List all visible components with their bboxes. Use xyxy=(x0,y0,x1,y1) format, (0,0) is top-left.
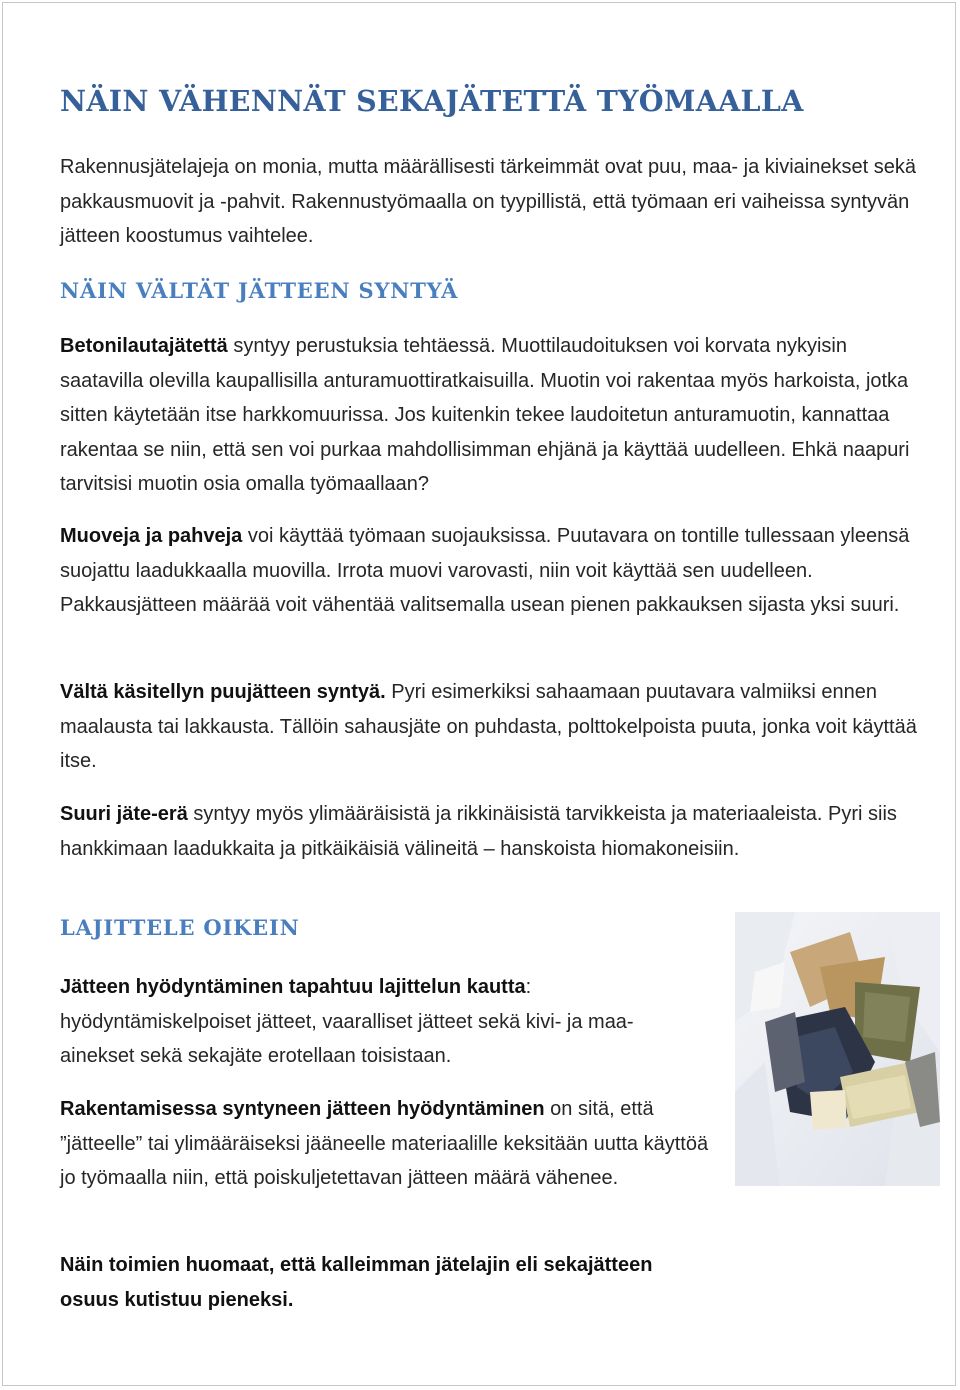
bold-lead: Suuri jäte-erä xyxy=(60,803,188,825)
intro-paragraph: Rakennusjätelajeja on monia, mutta määrällisesti tärkeimmät ovat puu, maa- ja kiviainekset sekä pakkausmuovit ja -pahvit. Rakennustyömaalla on tyypillistä, että työmaan eri vaiheissa syntyvän jätteen koostumus vaihtelee. xyxy=(60,156,916,247)
bold-lead: Betonilautajätettä xyxy=(60,335,228,357)
paragraph-plastics-cardboard xyxy=(60,519,920,623)
bold-lead: Rakentamisessa syntyneen jätteen hyödyntäminen xyxy=(60,1098,545,1120)
paragraph-text: Pyri esimerkiksi sahaamaan puutavara valmiiksi ennen maalausta tai lakkausta. Tällöin sahausjäte on puhdasta, polttokelpoista puuta, jonka voit käyttää itse. xyxy=(60,681,917,772)
section-heading-sort-correctly: LAJITTELE OIKEIN xyxy=(60,915,300,940)
bold-lead: Muoveja ja pahveja xyxy=(60,525,243,547)
paragraph-text: on sitä, että ”jätteelle” tai ylimääräiseksi jääneelle materiaalille keksitään uutta käyttöä jo työmaalla niin, että poiskuljetettavan jätteen määrä vähenee. xyxy=(60,1098,709,1189)
bold-lead: Vältä käsitellyn puujätteen syntyä. xyxy=(60,681,386,703)
bold-lead: Jätteen hyödyntäminen tapahtuu lajittelun kautta xyxy=(60,976,526,998)
paragraph-large-waste xyxy=(60,797,920,866)
section-heading-avoid-waste: NÄIN VÄLTÄT JÄTTEEN SYNTYÄ xyxy=(60,278,459,303)
paragraph-treated-wood xyxy=(60,675,920,779)
paragraph-text: syntyy perustuksia tehtäessä. Muottilaudoituksen voi korvata nykyisin saatavilla olevilla kaupallisilla anturamuottiratkaisuilla. Muotin voi rakentaa myös harkoista, jotka sitten käytetään itse harkkomuurissa. Jos kuitenkin tekee laudoitetun anturamuotin, kannattaa rakentaa se niin, että sen voi purkaa mahdollisimman ehjänä ja käyttää uudelleen. Ehkä naapuri tarvitsisi muotin osia omalla työmaallaan? xyxy=(60,335,910,495)
paragraph-conclusion xyxy=(60,1248,710,1317)
paragraph-text: : hyödyntämiskelpoiset jätteet, vaaralliset jätteet sekä kivi- ja maa-ainekset sekä sekajäte erotellaan toisistaan. xyxy=(60,976,634,1067)
bold-conclusion: Näin toimien huomaat, että kalleimman jätelajin eli sekajätteen osuus kutistuu pieneksi. xyxy=(60,1254,653,1311)
paragraph-sorting xyxy=(60,970,685,1074)
paragraph-concrete-board xyxy=(60,329,920,502)
waste-bag-illustration xyxy=(735,912,940,1186)
paragraph-text: voi käyttää työmaan suojauksissa. Puutavara on tontille tullessaan yleensä suojattu laadukkaalla muovilla. Irrota muovi varovasti, niin voit käyttää sen uudelleen. Pakkausjätteen määrää voit vähentää valitsemalla usean pienen pakkauksen sijasta yksi suuri. xyxy=(60,525,910,616)
paragraph-text: syntyy myös ylimääräisistä ja rikkinäisistä tarvikkeista ja materiaaleista. Pyri siis hankkimaan laadukkaita ja pitkäikäisiä välineitä – hanskoista hiomakoneisiin. xyxy=(60,803,897,860)
waste-bag-photo xyxy=(735,912,940,1186)
paragraph-utilization xyxy=(60,1092,710,1196)
page-title: NÄIN VÄHENNÄT SEKAJÄTETTÄ TYÖMAALLA xyxy=(60,84,804,118)
